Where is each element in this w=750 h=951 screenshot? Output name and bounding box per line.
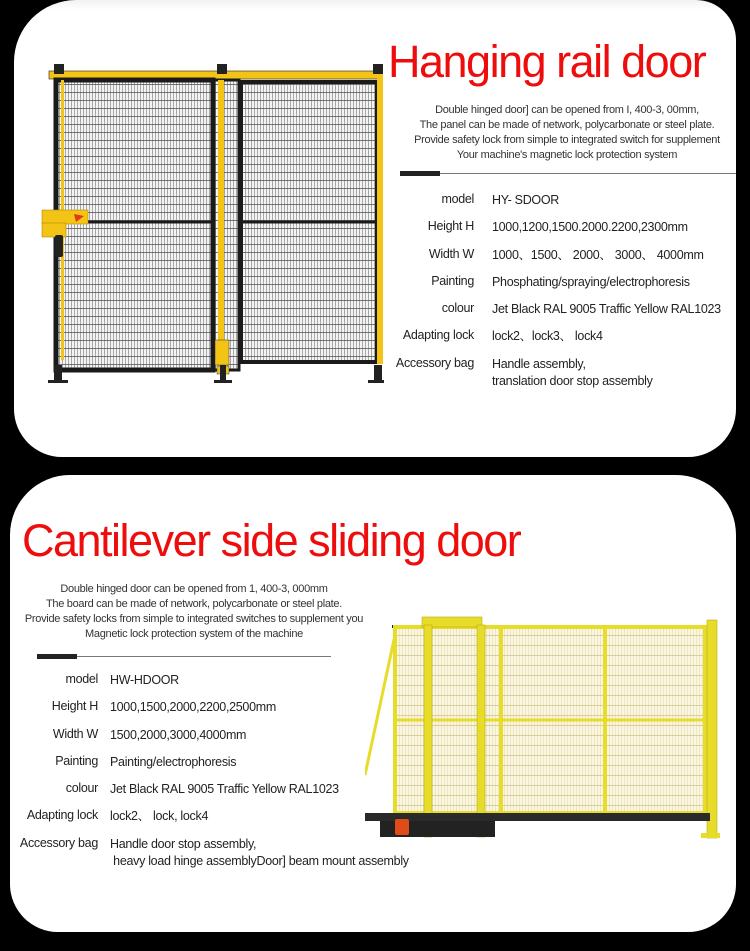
spec-value: Jet Black RAL 9005 Traffic Yellow RAL1023 [110,782,339,797]
spec-label: model [65,672,98,686]
hanging-rail-door-card [14,0,736,457]
spec-label: Accessory bag [395,355,474,370]
spec-label: colour [65,781,98,796]
description-line: Your machine's magnetic lock protection system [456,149,678,161]
spec-row-accessory-bag [10,835,409,868]
spec-value: lock2、lock3、 lock4 [492,329,603,344]
spec-label: Painting [55,753,98,768]
spec-label: Height H [51,699,98,714]
description-line: Provide safety lock from simple to integrated switch for supplement [414,134,720,146]
spec-value: lock2、 lock, lock4 [110,809,209,824]
description-line: Double hinged door can be opened from 1, 400-3, 000mm [60,583,328,595]
spec-label: Adapting lock [402,328,474,343]
spec-row-painting [10,754,409,781]
spec-value-line: Handle assembly, [492,356,586,371]
spec-value [110,836,409,870]
spec-row-height [10,699,409,726]
spec-label: colour [441,301,474,316]
cantilever-sliding-door-card [10,475,736,932]
spec-row-accessory-bag [384,355,721,388]
divider [400,173,736,174]
spec-table [384,192,721,388]
spec-row-painting [384,274,721,301]
spec-value: 1000,1200,1500.2000.2200,2300mm [492,220,688,235]
spec-value: Phosphating/spraying/electrophoresis [492,274,690,289]
spec-label: Width W [52,726,98,741]
spec-label: Height H [427,219,474,234]
spec-value-line: heavy load hinge assemblyDoor] beam mount assembly [110,853,409,868]
spec-label: Width W [428,246,474,261]
spec-value-line: Handle door stop assembly, [110,836,257,851]
spec-label: Adapting lock [26,808,98,823]
spec-row-width [384,247,721,274]
spec-value: Jet Black RAL 9005 Traffic Yellow RAL1023 [492,302,721,317]
hanging-rail-door-image [34,60,384,390]
section-title: Hanging rail door [388,36,706,87]
spec-value: HW-HDOOR [110,673,179,687]
spec-row-colour [10,781,409,808]
spec-row-colour [384,301,721,328]
section-description [394,103,736,163]
spec-label: model [441,192,474,206]
spec-table [10,672,409,868]
spec-value-line: translation door stop assembly [492,373,653,388]
spec-label: Accessory bag [19,835,98,850]
description-line: Provide safety locks from simple to integrated switches to supplement you [24,613,364,625]
cantilever-sliding-door-image [365,605,720,845]
divider [37,656,331,657]
spec-row-width [10,727,409,754]
description-line: Double hinged door] can be opened from I, 400-3, 00mm, [435,104,699,116]
section-title: Cantilever side sliding door [22,515,521,566]
description-line: Magnetic lock protection system of the machine [85,628,303,640]
spec-row-height [384,219,721,246]
description-line: The board can be made of network, polycarbonate or steel plate. [45,598,342,610]
spec-row-adapting-lock [10,808,409,835]
spec-label: Painting [431,273,474,288]
spec-value [492,356,653,390]
spec-row-adapting-lock [384,328,721,355]
description-line: The panel can be made of network, polycarbonate or steel plate. [419,119,715,131]
spec-value: 1000、1500、 2000、 3000、 4000mm [492,247,704,262]
spec-row-model [10,672,409,699]
spec-row-model [384,192,721,219]
spec-value: 1500,2000,3000,4000mm [110,727,247,742]
spec-value: HY- SDOOR [492,193,559,207]
section-description [14,582,374,642]
spec-value: Painting/electrophoresis [110,754,237,769]
spec-value: 1000,1500,2000,2200,2500mm [110,700,276,715]
